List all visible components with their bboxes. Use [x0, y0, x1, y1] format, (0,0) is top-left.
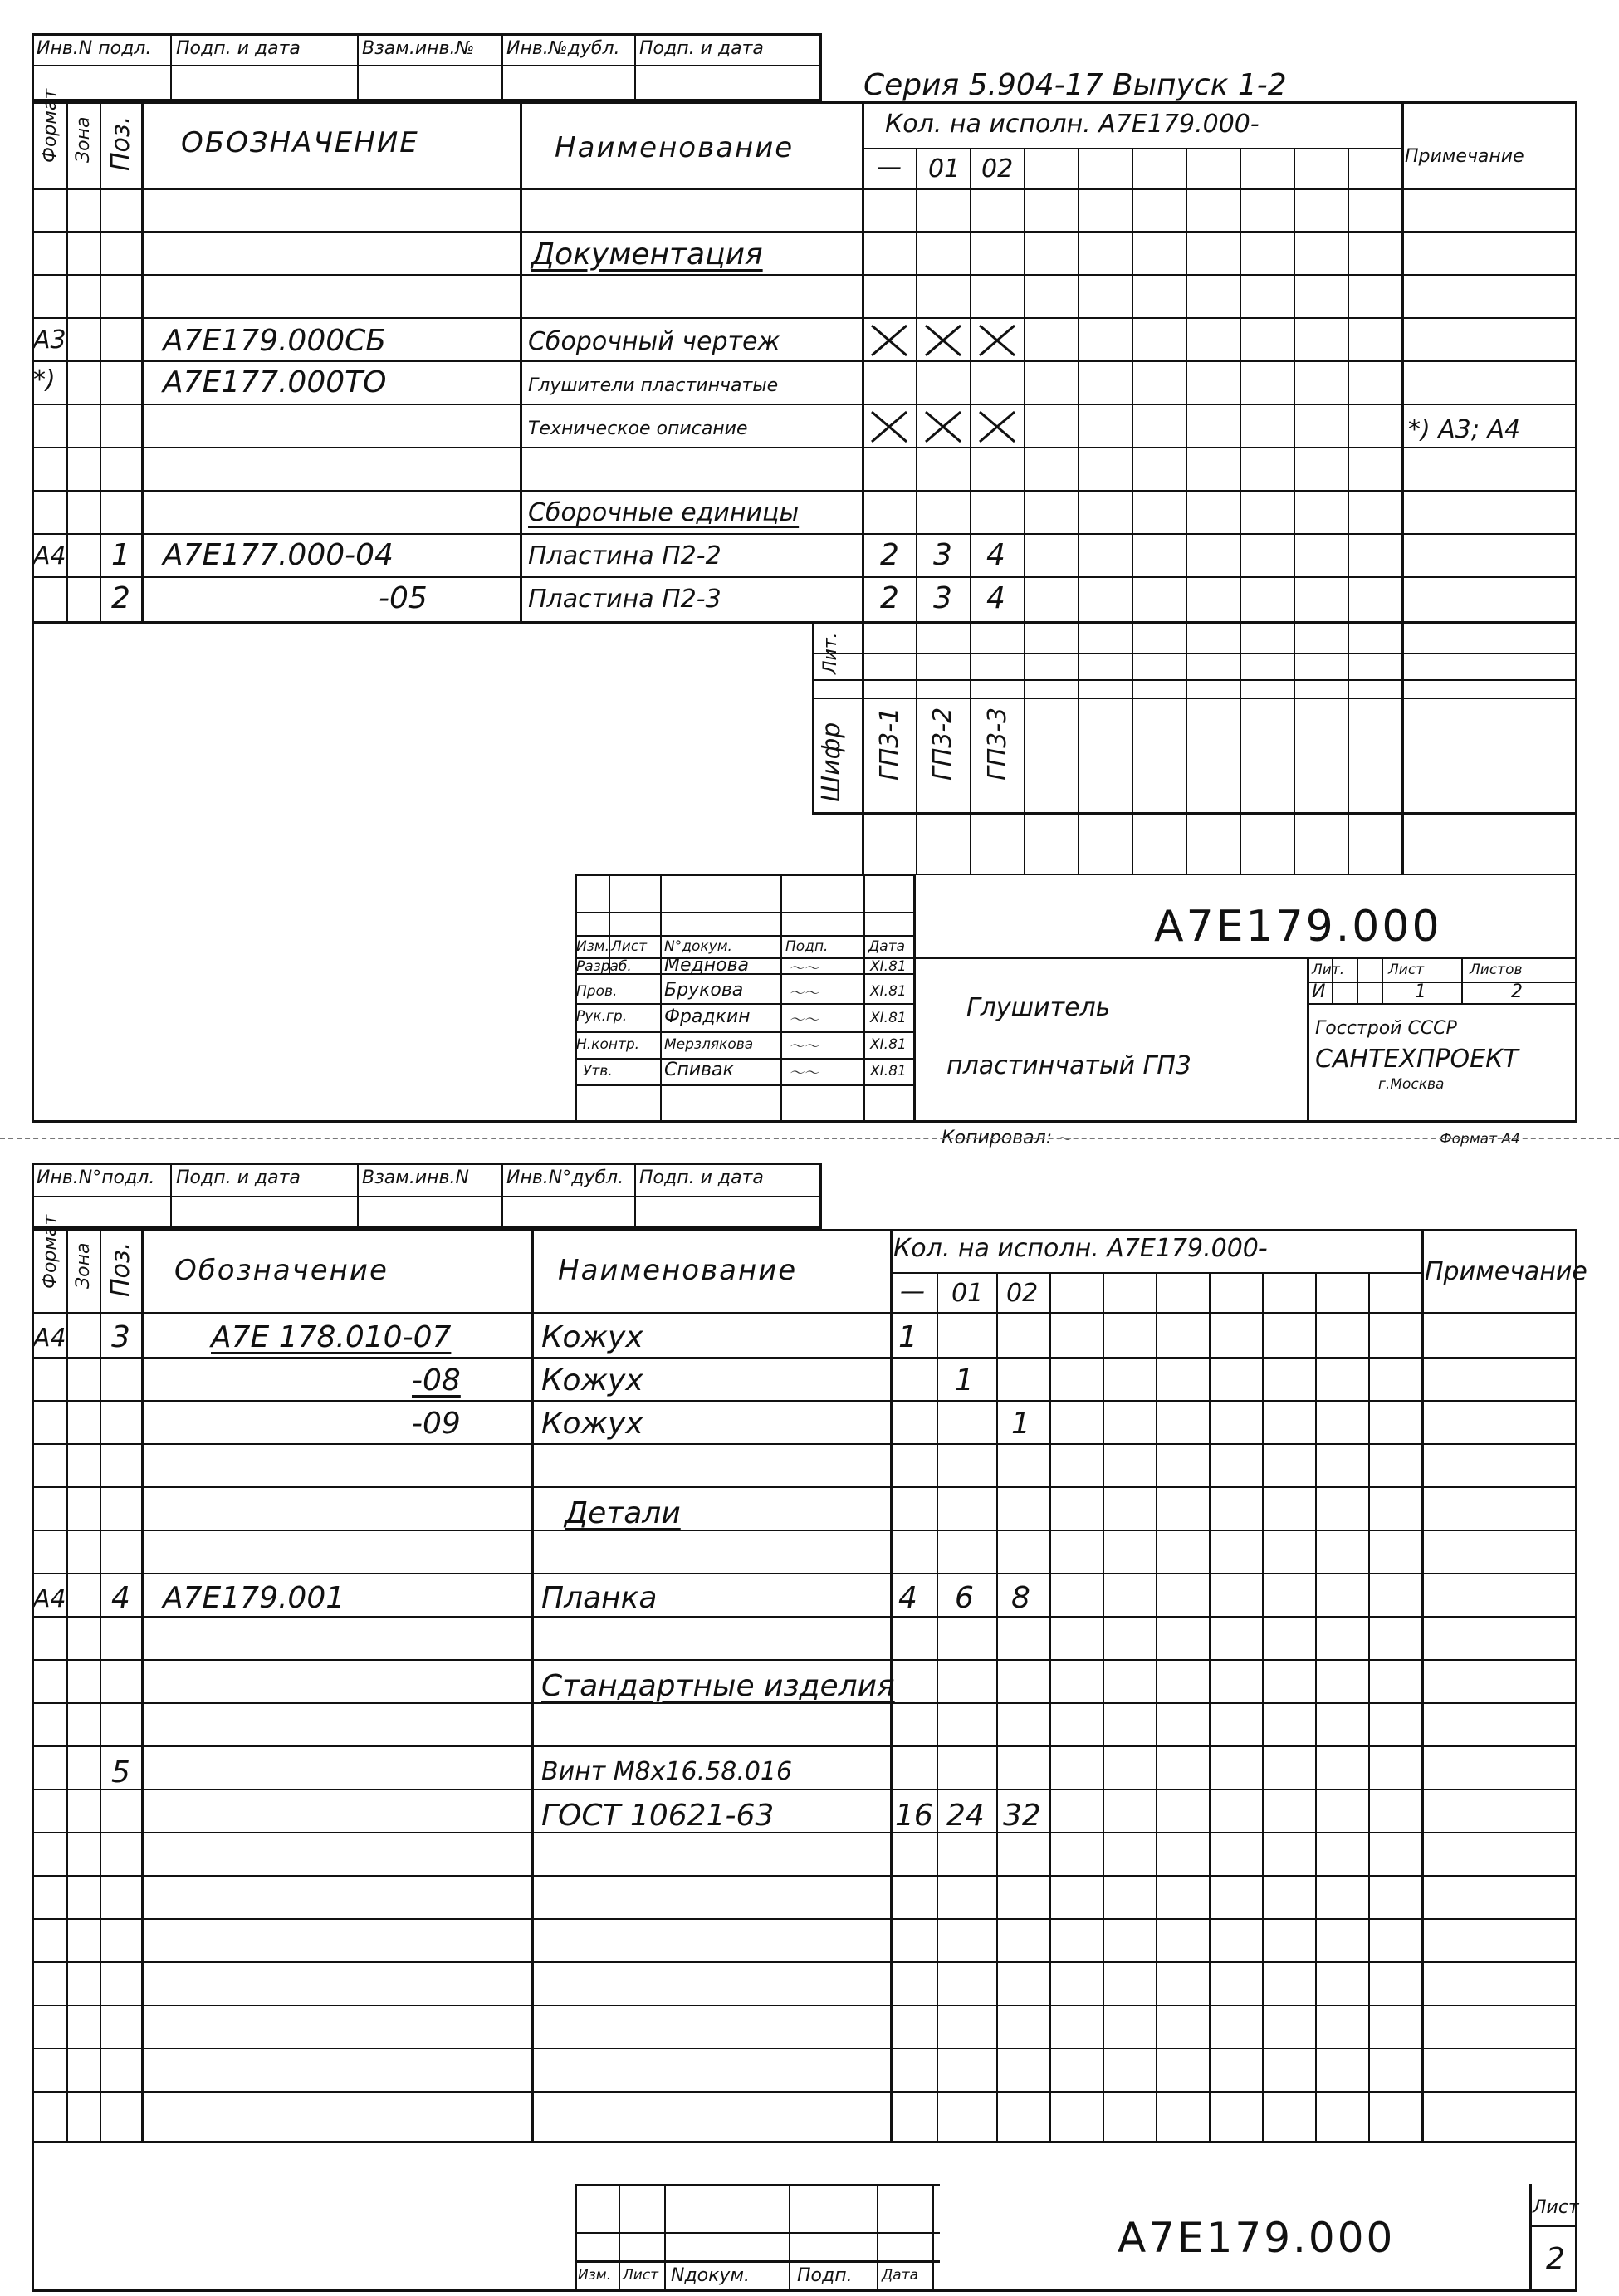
tb-header-izm: Изм.	[576, 938, 609, 955]
lit-value: И	[1312, 982, 1326, 1002]
cross-mark	[922, 409, 964, 445]
row-qty-0: 2	[880, 581, 899, 615]
row-qty-1: 3	[933, 581, 952, 615]
role-person: Брукова	[664, 980, 744, 1001]
role-date: XI.81	[870, 1063, 907, 1079]
signature-mark: 〜〜	[789, 985, 819, 1002]
row-name: Пластина П2-2	[528, 541, 721, 570]
cipher-1: ГП3-1	[875, 707, 904, 781]
role-label: Разраб.	[576, 958, 632, 975]
stamp-inv-dubl: Инв.N°дубл.	[506, 1168, 624, 1188]
row-name: Кожух	[541, 1320, 643, 1354]
role-date: XI.81	[870, 983, 907, 1000]
qty-sub-1: 01	[951, 1279, 984, 1308]
role-person: Мерзлякова	[664, 1036, 754, 1053]
row-qty-2: 4	[986, 581, 1005, 615]
section-details: Детали	[565, 1496, 681, 1530]
qty-sub-1: 01	[928, 154, 961, 184]
row-qty-2: 4	[986, 538, 1005, 572]
row-format: *)	[33, 365, 56, 394]
row-designation: А7Е177.000-04	[163, 538, 394, 572]
signature-mark: 〜〜	[789, 1038, 819, 1055]
stamp-vzam: Взам.инв.№	[362, 38, 475, 59]
stamp-inv-dubl: Инв.№дубл.	[506, 38, 620, 59]
sheet-label: Лист	[1533, 2197, 1579, 2218]
row-designation: -09	[412, 1407, 461, 1441]
row-qty-1: 3	[933, 538, 952, 572]
col-zone-header: Зона	[73, 116, 94, 163]
tb-header-sign: Подп.	[797, 2265, 853, 2286]
row-name: Винт М8х16.58.016	[541, 1757, 793, 1786]
section-documentation: Документация	[531, 237, 763, 272]
stamp-inv-podl: Инв.N°подл.	[37, 1168, 155, 1188]
col-name-header: Наименование	[555, 131, 795, 164]
cross-mark	[976, 409, 1018, 445]
row-designation: А7Е177.000ТО	[163, 365, 387, 399]
row-qty-0: 2	[880, 538, 899, 572]
col-zone-header: Зона	[73, 1242, 94, 1289]
row-qty-2: 8	[1011, 1581, 1030, 1615]
tb-header-doc: Nдокум.	[671, 2265, 751, 2286]
col-note-header: Примечание	[1405, 146, 1524, 167]
cipher-label: Шифр	[817, 722, 846, 802]
sheets-value: 2	[1511, 982, 1523, 1002]
role-person: Спивак	[664, 1060, 734, 1080]
col-format-header: Формат	[40, 88, 61, 163]
row-format: А4	[33, 1584, 66, 1613]
stamp-vzam: Взам.инв.N	[362, 1168, 469, 1188]
cipher-2: ГП3-2	[928, 707, 957, 781]
col-designation-header: ОБОЗНАЧЕНИЕ	[181, 126, 419, 159]
row-designation: -05	[379, 581, 428, 615]
tb-header-list: Лист	[611, 938, 648, 955]
role-label: Н.контр.	[576, 1036, 640, 1053]
row-qty-1: 1	[955, 1363, 974, 1398]
spec-frame-2	[32, 1229, 1577, 2292]
cipher-3: ГП3-3	[983, 707, 1012, 781]
col-designation-header: Обозначение	[174, 1254, 389, 1287]
format-label: Формат А4	[1440, 1131, 1520, 1148]
section-assembly-units: Сборочные единицы	[528, 498, 800, 527]
row-name: Планка	[541, 1581, 658, 1615]
qty-header: Кол. на исполн. А7Е179.000-	[893, 1234, 1268, 1263]
row-format: А3	[33, 326, 66, 355]
page-separator	[0, 1138, 1619, 1139]
col-format-header: Формат	[40, 1214, 61, 1289]
org-line-2: САНТЕХПРОЕКТ	[1315, 1045, 1519, 1074]
row-pos: 3	[111, 1320, 130, 1354]
stamp-podp-data: Подп. и дата	[176, 38, 301, 59]
sheet-header: Лист	[1388, 962, 1425, 978]
stamp-podp-data: Подп. и дата	[176, 1168, 301, 1188]
row-name: Кожух	[541, 1363, 643, 1398]
sheet-number: 2	[1546, 2242, 1565, 2276]
row-designation: А7Е179.001	[163, 1581, 345, 1615]
org-line-3: г.Москва	[1378, 1076, 1445, 1093]
row-pos: 4	[111, 1581, 130, 1615]
row-qty-1: 6	[955, 1581, 974, 1615]
product-name-line-1: Глушитель	[966, 993, 1111, 1022]
lit-header: Лит.	[1312, 962, 1345, 978]
col-pos-header: Поз.	[106, 1241, 135, 1297]
row-designation: А7Е 178.010-07	[211, 1320, 452, 1354]
signature-mark: 〜	[1056, 1131, 1071, 1148]
row-name: ГОСТ 10621-63	[541, 1799, 775, 1833]
signature-mark: 〜〜	[789, 960, 819, 977]
cross-mark	[922, 322, 964, 359]
section-standard-items: Стандартные изделия	[541, 1669, 895, 1703]
row-qty-0: 4	[898, 1581, 917, 1615]
tb-header-izm: Изм.	[578, 2267, 611, 2284]
signature-mark: 〜〜	[789, 1011, 819, 1029]
row-note: *) А3; А4	[1408, 415, 1521, 444]
role-person: Меднова	[664, 955, 750, 976]
row-name: Сборочный чертеж	[528, 327, 780, 356]
row-qty-2: 1	[1011, 1407, 1030, 1441]
qty-header: Кол. на исполн. А7Е179.000-	[885, 110, 1259, 139]
qty-sub-0: —	[900, 1277, 925, 1306]
row-format: А4	[33, 541, 66, 570]
role-label: Рук.гр.	[576, 1008, 628, 1025]
document-number: А7Е179.000	[1154, 902, 1442, 952]
role-date: XI.81	[870, 1010, 907, 1026]
tb-header-sign: Подп.	[785, 938, 829, 955]
stamp-podp-data-2: Подп. и дата	[639, 38, 764, 59]
sheets-header: Листов	[1470, 962, 1523, 978]
cross-mark	[976, 322, 1018, 359]
qty-sub-2: 02	[981, 154, 1014, 184]
row-qty-0: 16	[895, 1799, 933, 1833]
role-date: XI.81	[870, 1036, 907, 1053]
col-pos-header: Поз.	[106, 115, 135, 171]
row-qty-2: 32	[1003, 1799, 1041, 1833]
qty-sub-0: —	[877, 153, 902, 182]
stamp-podp-data-2: Подп. и дата	[639, 1168, 764, 1188]
role-person: Фрадкин	[664, 1006, 751, 1027]
cross-mark	[868, 322, 910, 359]
row-pos: 5	[111, 1755, 130, 1789]
row-pos: 1	[111, 538, 130, 572]
row-designation: -08	[412, 1363, 461, 1398]
series-label: Серия 5.904-17 Выпуск 1-2	[863, 68, 1287, 102]
tb-header-date: Дата	[882, 2267, 919, 2284]
sheet-value: 1	[1415, 982, 1426, 1002]
tb-header-doc: N°докум.	[664, 938, 732, 955]
row-qty-1: 24	[946, 1799, 985, 1833]
row-pos: 2	[111, 581, 130, 615]
role-label: Пров.	[576, 983, 618, 1000]
tb-header-list: Лист	[623, 2267, 659, 2284]
row-name: Кожух	[541, 1407, 643, 1441]
row-name: Пластина П2-3	[528, 585, 721, 614]
lit-label: Лит.	[820, 632, 841, 674]
qty-sub-2: 02	[1006, 1279, 1039, 1308]
product-name-line-2: пластинчатый ГП3	[946, 1051, 1191, 1080]
role-label: Утв.	[583, 1063, 613, 1079]
document-number: А7Е179.000	[1118, 2214, 1396, 2262]
org-line-1: Госстрой СССР	[1315, 1018, 1457, 1039]
stamp-inv-podl: Инв.N подл.	[37, 38, 152, 59]
row-designation: А7Е179.000СБ	[163, 324, 386, 358]
row-format: А4	[33, 1324, 66, 1353]
role-date: XI.81	[870, 958, 907, 975]
cross-mark	[868, 409, 910, 445]
col-note-header: Примечание	[1425, 1257, 1587, 1286]
signature-mark: 〜〜	[789, 1065, 819, 1082]
row-name: Техническое описание	[528, 419, 748, 439]
row-name: Глушители пластинчатые	[528, 375, 779, 396]
row-qty-0: 1	[898, 1320, 917, 1354]
col-name-header: Наименование	[558, 1254, 798, 1287]
tb-header-date: Дата	[868, 938, 906, 955]
copied-by: Копировал:	[942, 1128, 1053, 1148]
